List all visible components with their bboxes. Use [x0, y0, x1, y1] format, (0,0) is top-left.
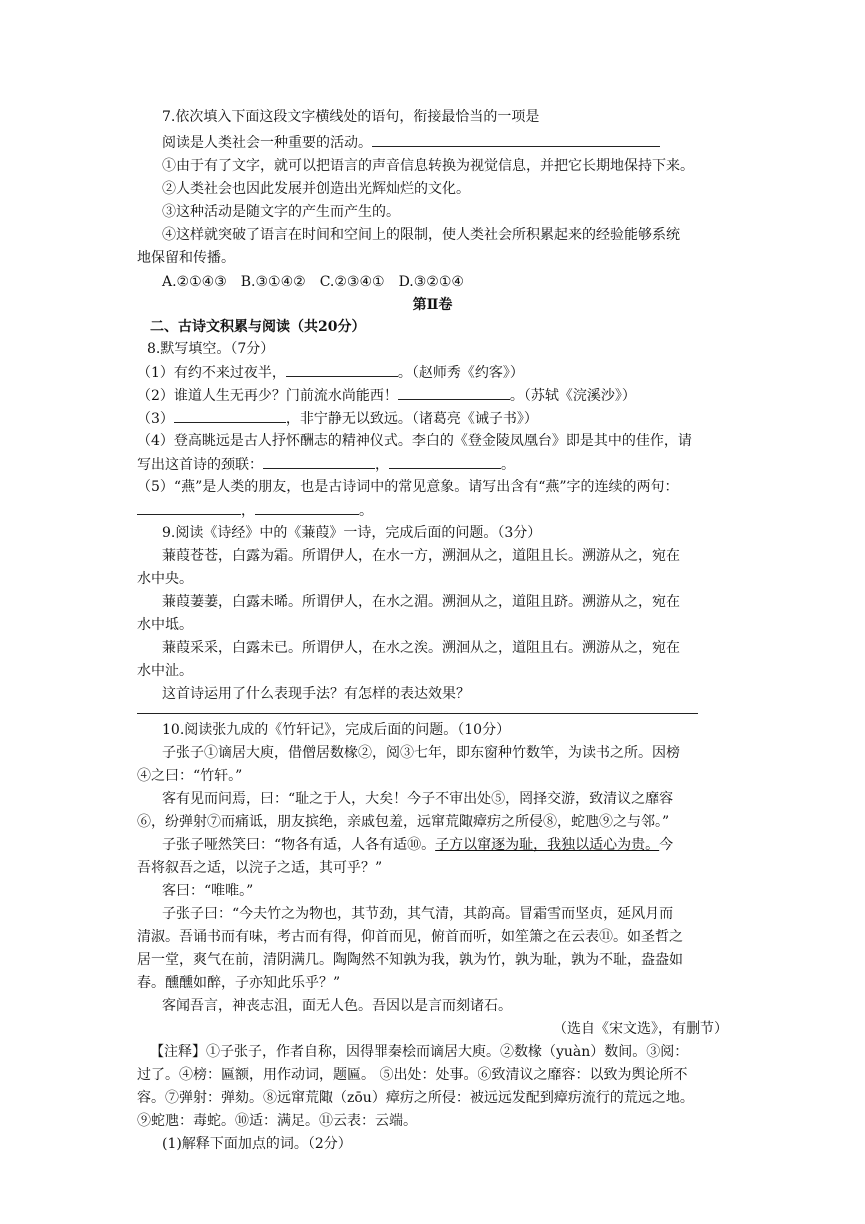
q10-para-b1: 客有见而问焉，曰：“耻之于人，大矣！今子不审出处⑤，罔择交游，致清议之靡容	[162, 791, 674, 807]
underlined-sentence: 子方以窜逐为耻，我独以适心为贵。	[435, 837, 660, 853]
q9-poem-3b: 水中沚。	[137, 663, 193, 679]
section2-title: 二、古诗文积累与阅读（共20分）	[150, 319, 366, 335]
q8-blank-1[interactable]	[286, 361, 398, 377]
q10-source: （选自《宋文选》，有删节）	[553, 1021, 728, 1037]
q8-item-1: （1）有约不来过夜半， 。（赵师秀《约客》）	[137, 361, 524, 383]
q8-item-5a: （5）“燕”是人类的朋友，也是古诗词中的常见意象。请写出含有“燕”字的连续的两句：	[137, 479, 679, 495]
q7-lead: 阅读是人类社会一种重要的活动。	[162, 135, 372, 151]
q10-para-a1: 子张子①谪居大庾，借僧居数椽②，阅③七年，即东窗种竹数竿，为读书之所。因榜	[162, 745, 680, 761]
q8-blank-5a[interactable]	[137, 499, 241, 515]
q9-poem-1b: 水中央。	[137, 571, 193, 587]
q10-para-f1: 客闻吾言，神丧志沮，面无人色。吾因以是言而刻诸石。	[162, 998, 512, 1014]
q9-poem-1a: 蒹葭苍苍，白露为霜。所谓伊人，在水一方，溯洄从之，道阻且长。溯游从之，宛在	[162, 548, 680, 564]
q8-item-4b: 写出这首诗的颈联： ， 。	[137, 453, 515, 475]
q10-note-4: ⑨蛇虺：毒蛇。⑩适：满足。⑪云表：云端。	[137, 1113, 417, 1129]
q7-sentence-2: ②人类社会也因此发展并创造出光辉灿烂的文化。	[162, 181, 470, 197]
q9-answer-line[interactable]	[137, 713, 698, 714]
q10-para-e4: 春。醺醺如醉，子亦知此乐乎？”	[137, 975, 341, 991]
q7-sentence-1: ①由于有了文字，就可以把语言的声音信息转换为视觉信息，并把它长期地保持下来。	[162, 158, 694, 174]
q8-blank-4b[interactable]	[389, 453, 501, 469]
q7-stem: 7.依次填入下面这段文字横线处的语句，衔接最恰当的一项是	[162, 109, 540, 125]
q10-note-2: 过了。④榜：匾额，用作动词，题匾。 ⑤出处：处事。⑥致清议之靡容：以致为舆论所不	[137, 1067, 688, 1083]
q8-item-4a: （4）登高眺远是古人抒怀酬志的精神仪式。李白的《登金陵凤凰台》即是其中的佳作，请	[137, 433, 692, 449]
q8-item-3: （3） ，非宁静无以致远。（诸葛亮《诫子书》）	[137, 407, 538, 429]
q9-poem-3a: 蒹葭采采，白露未已。所谓伊人，在水之涘。溯洄从之，道阻且右。溯游从之，宛在	[162, 640, 680, 656]
q8-blank-3[interactable]	[174, 407, 286, 423]
q7-lead-line	[162, 131, 660, 153]
volume-title: 第Ⅱ卷	[412, 297, 453, 313]
q8-blank-5b[interactable]	[255, 499, 359, 515]
q9-poem-2b: 水中坻。	[137, 617, 193, 633]
q9-stem: 9.阅读《诗经》中的《蒹葭》一诗，完成后面的问题。（3分）	[162, 525, 542, 541]
q10-sub-1: (1)解释下面加点的词。（2分）	[162, 1136, 352, 1152]
q10-para-e1: 子张子曰：“今夫竹之为物也，其节劲，其气清，其韵高。冒霜雪而坚贞，延风月而	[162, 906, 674, 922]
q8-item-5b: ， 。	[137, 499, 373, 521]
q7-sentence-4b: 地保留和传播。	[137, 250, 235, 266]
q7-options: A.②①④③ B.③①④② C.②③④① D.③②①④	[162, 274, 464, 290]
q10-note-1: 【注释】①子张子，作者自称，因得罪秦桧而谪居大庾。②数椽（yuàn）数间。③阅：	[150, 1044, 689, 1060]
q10-para-e3: 居一堂，爽气在前，清阴满几。陶陶然不知孰为我，孰为竹，孰为耻，孰为不耻，盎盎如	[137, 952, 683, 968]
q7-answer-blank[interactable]	[372, 131, 660, 147]
q7-sentence-3: ③这种活动是随文字的产生而产生的。	[162, 204, 400, 220]
q8-blank-4a[interactable]	[263, 453, 375, 469]
q8-stem: 8.默写填空。（7分）	[147, 341, 275, 357]
q10-note-3: 容。⑦弹射：弹劾。⑧远窜荒陬（zōu）瘴疠之所侵：被远远发配到瘴疠流行的荒远之地。	[137, 1090, 694, 1106]
q10-para-b2: ⑥，纷弹射⑦而痛诋，朋友摈绝，亲戚包羞，远窜荒陬瘴疠之所侵⑧，蛇虺⑨之与邻。”	[137, 814, 670, 830]
q8-item-2: （2）谁道人生无再少？门前流水尚能西！ 。（苏轼《浣溪沙》）	[137, 384, 636, 406]
q10-para-a2: ④之曰：“竹轩。”	[137, 768, 243, 784]
q10-para-c1: 子张子哑然笑曰：“物各有适，人各有适⑩。子方以窜逐为耻，我独以适心为贵。今	[162, 837, 674, 853]
q9-question: 这首诗运用了什么表现手法？有怎样的表达效果？	[162, 686, 470, 702]
q10-para-e2: 清淑。吾诵书而有味，考古而有得，仰首而见，俯首而听，如笙箫之在云表⑪。如圣哲之	[137, 929, 683, 945]
q9-poem-2a: 蒹葭萋萋，白露未晞。所谓伊人，在水之湄。溯洄从之，道阻且跻。溯游从之，宛在	[162, 594, 680, 610]
q10-stem: 10.阅读张九成的《竹轩记》，完成后面的问题。（10分）	[162, 722, 511, 738]
q10-para-c2: 吾将叙吾之适，以浣子之适，其可乎？”	[137, 860, 383, 876]
q10-para-d1: 客曰：“唯唯。”	[162, 883, 254, 899]
q7-sentence-4a: ④这样就突破了语言在时间和空间上的限制，使人类社会所积累起来的经验能够系统	[162, 227, 680, 243]
q8-blank-2[interactable]	[398, 384, 510, 400]
